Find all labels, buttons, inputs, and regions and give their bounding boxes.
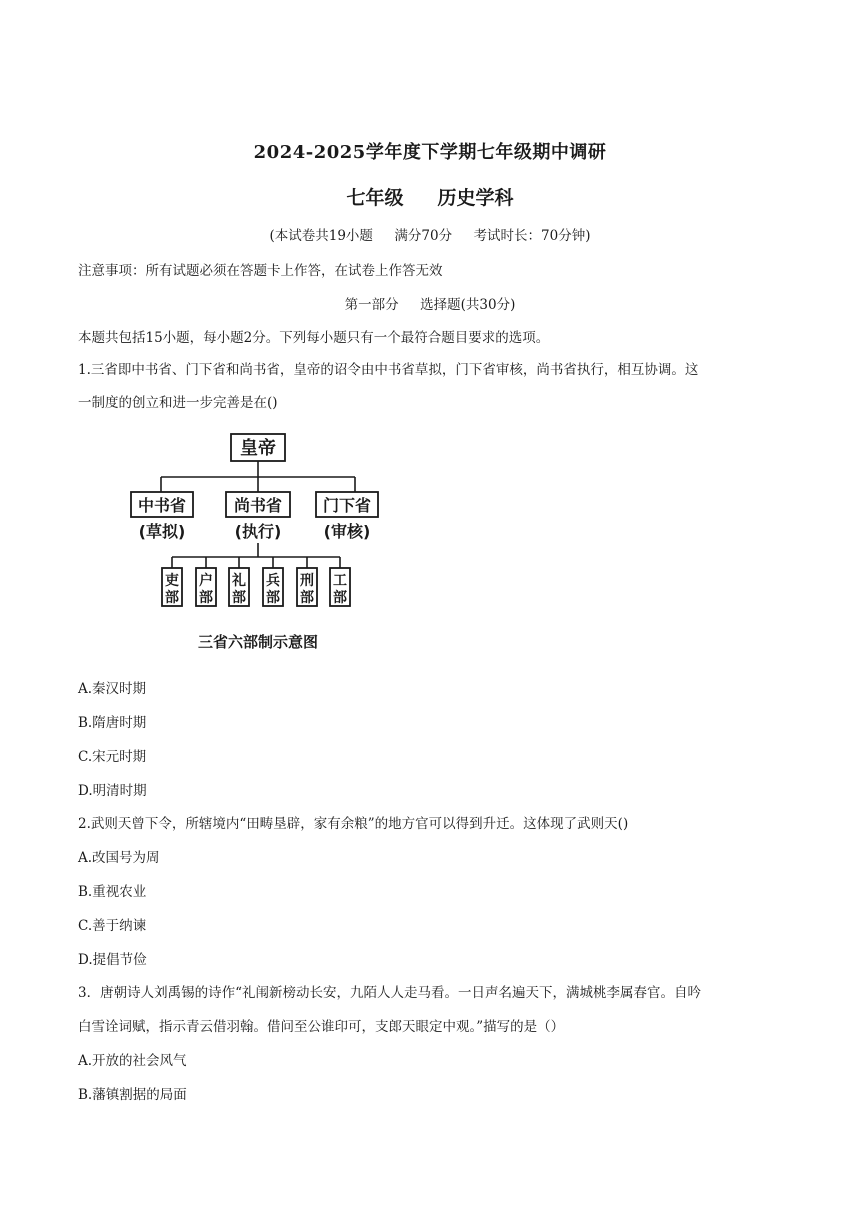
grade-label: 七年级	[346, 187, 404, 209]
question-1-option-d: D.明清时期	[78, 783, 147, 799]
exam-meta	[0, 224, 860, 244]
ministry-war-bottom: 部	[266, 590, 280, 606]
diagram-zhongshu: 中书省	[137, 496, 187, 515]
question-1-stem-line2: 一制度的创立和进一步完善是在()	[78, 395, 278, 411]
ministry-rites-top: 礼	[232, 573, 246, 589]
diagram-menxia: 门下省	[322, 496, 372, 515]
ministry-war-top: 兵	[266, 573, 280, 589]
ministry-justice-top: 刑	[300, 573, 314, 589]
question-3-stem-line2: 白雪诠词赋，指示青云借羽翰。借问至公谁印可，支郎天眼定中观。”描写的是（）	[78, 1019, 565, 1035]
section-heading	[0, 293, 860, 313]
three-departments-six-ministries-diagram	[120, 425, 390, 655]
diagram-shangshu: 尚书省	[233, 496, 283, 515]
ministry-revenue-bottom: 部	[199, 590, 213, 606]
question-1-option-c: C.宋元时期	[78, 749, 147, 765]
ministry-works-bottom: 部	[333, 590, 347, 606]
exam-title: 2024-2025学年度下学期七年级期中调研	[253, 142, 607, 163]
ministry-revenue-top: 户	[199, 573, 213, 589]
question-2-option-a: A.改国号为周	[78, 850, 160, 866]
ministry-works-top: 工	[333, 573, 347, 589]
question-3-stem-line1: 3．唐朝诗人刘禹锡的诗作“礼闱新榜动长安，九陌人人走马看。一日声名遍天下，满城桃李属春官。自吟	[78, 985, 701, 1001]
diagram-menxia-role: (审核)	[323, 522, 371, 541]
question-2-option-c: C.善于纳谏	[78, 918, 147, 934]
notice-text: 注意事项：所有试题必须在答题卡上作答，在试卷上作答无效	[78, 263, 443, 279]
ministry-personnel-bottom: 部	[165, 590, 179, 606]
question-1-stem-line1: 1.三省即中书省、门下省和尚书省，皇帝的诏令由中书省草拟，门下省审核，尚书省执行，相互协调。这	[78, 362, 699, 378]
diagram-caption: 三省六部制示意图	[197, 633, 319, 651]
ministry-rites-bottom: 部	[232, 590, 246, 606]
question-2-stem: 2.武则天曾下令，所辖境内“田畴垦辟，家有余粮”的地方官可以得到升迁。这体现了武则天()	[78, 816, 629, 832]
section-part: 第一部分	[344, 297, 399, 313]
question-1-option-a: A.秦汉时期	[78, 681, 147, 697]
diagram-shangshu-role: (执行)	[234, 522, 282, 541]
question-3-option-b: B.藩镇割据的局面	[78, 1087, 187, 1103]
exam-subtitle	[0, 183, 860, 210]
diagram-emperor: 皇帝	[240, 438, 276, 459]
exam-duration: 考试时长：70分钟)	[473, 228, 591, 244]
question-3-option-a: A.开放的社会风气	[78, 1053, 187, 1069]
question-2-option-b: B.重视农业	[78, 884, 147, 900]
ministry-justice-bottom: 部	[300, 590, 314, 606]
diagram-zhongshu-role: (草拟)	[138, 522, 186, 541]
question-2-option-d: D.提倡节俭	[78, 952, 147, 968]
section-instruction: 本题共包括15小题，每小题2分。下列每小题只有一个最符合题目要求的选项。	[78, 330, 550, 346]
question-count: (本试卷共19小题	[269, 228, 373, 244]
question-1-option-b: B.隋唐时期	[78, 715, 147, 731]
subject-label: 历史学科	[437, 187, 514, 209]
section-name: 选择题(共30分)	[420, 297, 516, 313]
ministry-personnel-top: 吏	[165, 573, 179, 589]
full-score: 满分70分	[394, 228, 453, 244]
